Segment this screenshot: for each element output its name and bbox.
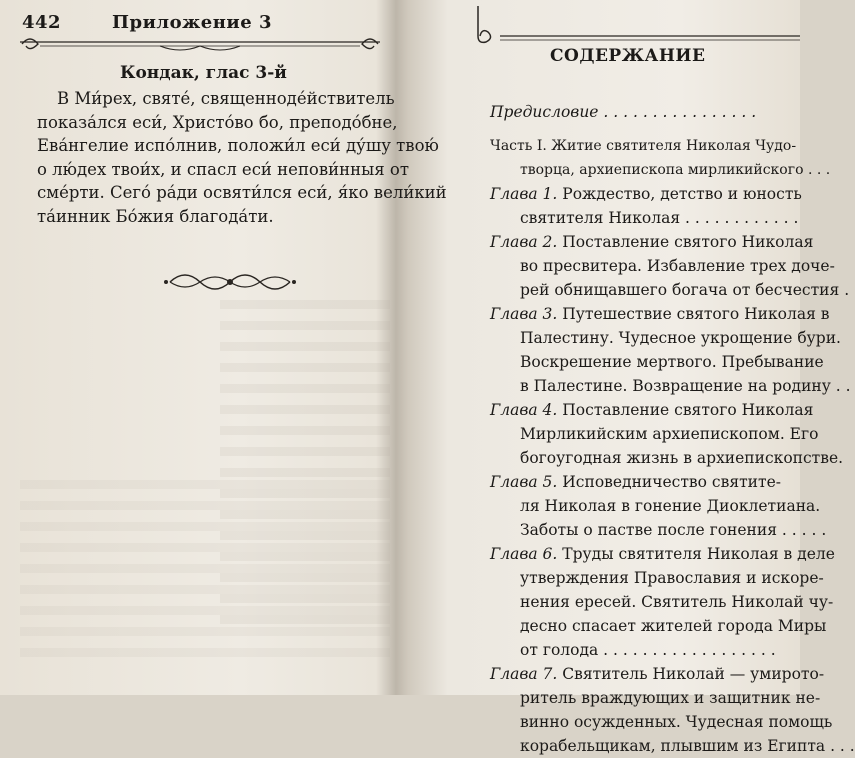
left-page: [0, 0, 447, 695]
toc-entry-chapter-1[interactable]: Глава 1. Рождество, детство и юность: [490, 185, 802, 203]
bleed-through-texture: [20, 480, 390, 660]
prayer-line: показа́лся еси́, Христо́во бо, преподо́бне,: [37, 112, 398, 132]
toc-entry-chapter-5-cont: Заботы о пастве после гонения . . . . .: [520, 521, 827, 539]
toc-entry-part-1-cont: творца, архиепископа мирликийского . . .: [520, 162, 831, 178]
page-number: 442: [22, 12, 62, 33]
toc-entry-chapter-2-cont: рей обнищавшего богача от бесчестия .: [520, 281, 850, 299]
toc-entry-chapter-4[interactable]: Глава 4. Поставление святого Николая: [490, 401, 814, 419]
toc-entry-chapter-7-cont: винно осужденных. Чудесная помощь: [520, 713, 833, 731]
toc-entry-chapter-6-cont: десно спасает жителей города Миры: [520, 617, 827, 635]
prayer-line: сме́рти. Сего́ ра́ди освяти́лся еси́, я́ко вели́кий: [37, 183, 447, 202]
toc-entry-chapter-6-cont: нения ересей. Святитель Николай чу-: [520, 593, 834, 611]
toc-entry-chapter-1-cont: святителя Николая . . . . . . . . . . . .: [520, 209, 799, 227]
toc-entry-chapter-2[interactable]: Глава 2. Поставление святого Николая: [490, 233, 814, 251]
toc-entry-chapter-6-cont: утверждения Православия и искоре-: [520, 569, 824, 587]
prayer-line: та́инник Бо́жия благода́ти.: [37, 206, 274, 226]
toc-entry-chapter-7[interactable]: Глава 7. Святитель Николай — умирото-: [490, 665, 825, 683]
toc-entry-chapter-5-cont: ля Николая в гонение Диоклетиана.: [520, 497, 821, 515]
toc-entry-chapter-3-cont: в Палестине. Возвращение на родину . .: [520, 377, 851, 395]
corner-ornament: [470, 6, 800, 46]
toc-entry-chapter-3-cont: Воскрешение мертвого. Пребывание: [520, 353, 824, 371]
prayer-line: о лю́дех твои́х, и спасл еси́ непови́нныя от: [37, 159, 409, 179]
toc-entry-chapter-6[interactable]: Глава 6. Труды святителя Николая в деле: [490, 545, 835, 563]
toc-entry-chapter-3-cont: Палестину. Чудесное укрощение бури.: [520, 329, 841, 347]
toc-entry-chapter-4-cont: богоугодная жизнь в архиепископстве.: [520, 449, 844, 467]
toc-entry-chapter-6-cont: от голода . . . . . . . . . . . . . . . . . .: [520, 641, 776, 659]
toc-entry-chapter-7-cont: ритель враждующих и защитник не-: [520, 689, 821, 707]
toc-entry-chapter-3[interactable]: Глава 3. Путешествие святого Николая в: [490, 305, 830, 323]
prayer-line: Ева́нгелие испо́лнив, положи́л еси́ ду́шу твою́: [37, 136, 439, 155]
table-of-contents: [490, 100, 855, 758]
running-head: Приложение 3: [112, 12, 273, 33]
toc-entry-chapter-5[interactable]: Глава 5. Исповедничество святите-: [490, 473, 781, 491]
toc-entry-chapter-7-cont: корабельщикам, плывшим из Египта . . .: [520, 737, 855, 755]
toc-title: СОДЕРЖАНИЕ: [550, 46, 706, 66]
prayer-line: В Ми́рех, святе́, священноде́йствитель: [57, 89, 395, 108]
toc-entry-part-1[interactable]: Часть I. Житие святителя Николая Чудо-: [490, 138, 797, 154]
toc-entry-preface[interactable]: Предисловие . . . . . . . . . . . . . . . .: [490, 103, 757, 121]
toc-entry-chapter-4-cont: Мирликийским архиепископом. Его: [520, 425, 819, 443]
toc-entry-chapter-2-cont: во пресвитера. Избавление трех доче-: [520, 257, 835, 275]
kondak-text: [37, 87, 447, 228]
header-ornament: [20, 34, 380, 54]
kondak-title: Кондак, глас 3-й: [120, 63, 287, 83]
divider-ornament: [160, 268, 300, 296]
